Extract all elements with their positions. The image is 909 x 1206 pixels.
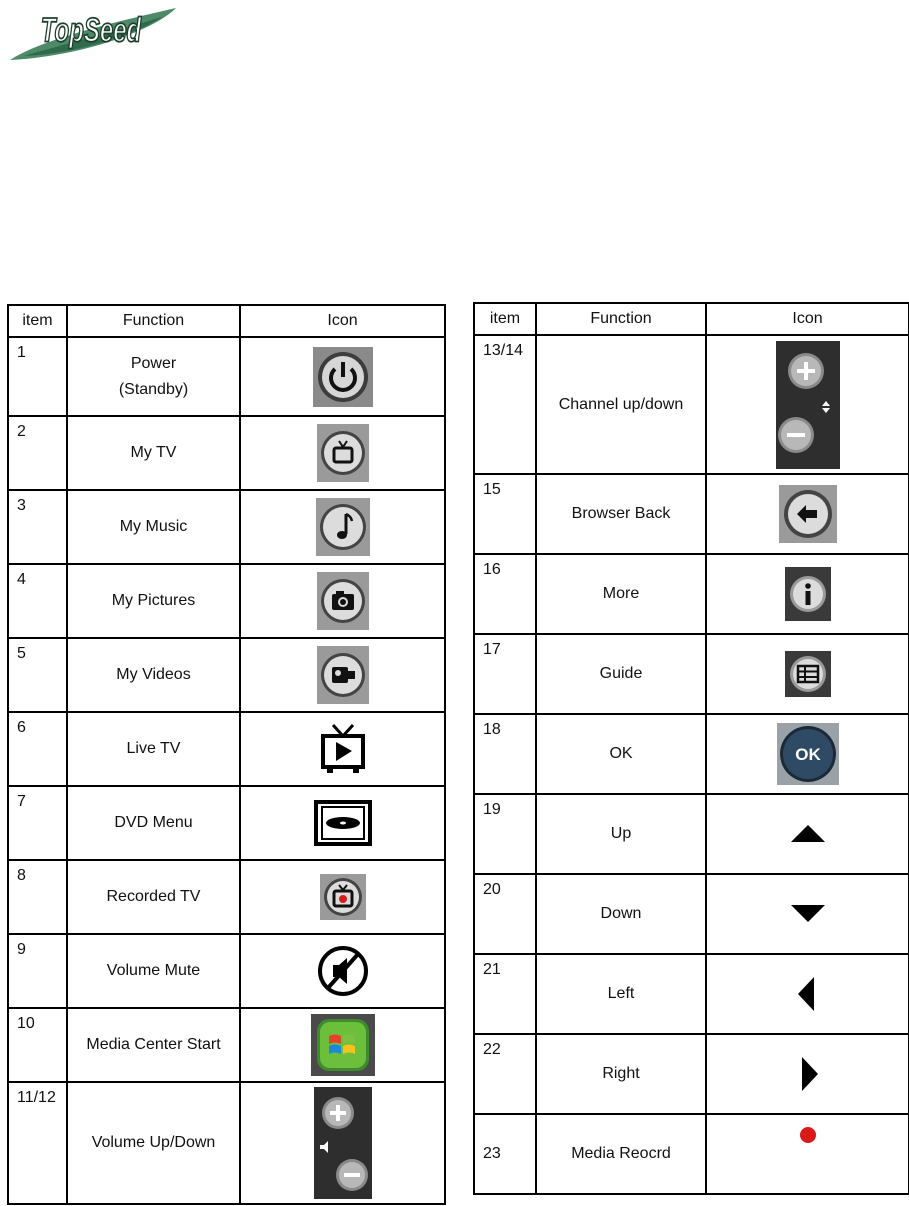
- icon-cell: [240, 416, 445, 490]
- item-number: 5: [8, 638, 67, 712]
- dvd-menu-icon: [314, 800, 372, 846]
- icon-cell: [706, 954, 909, 1034]
- item-number: 6: [8, 712, 67, 786]
- table-row: [8, 1008, 445, 1082]
- icon-cell: [240, 860, 445, 934]
- left-arrow-icon: [788, 974, 828, 1014]
- item-number: 3: [8, 490, 67, 564]
- table-row: [8, 564, 445, 638]
- record-icon: [798, 1125, 818, 1145]
- function-label: Channel up/down: [536, 335, 706, 474]
- up-arrow-icon: [788, 814, 828, 854]
- header-function: Function: [536, 303, 706, 335]
- live-tv-icon: [320, 723, 366, 775]
- table-row: [474, 794, 909, 874]
- icon-cell: [706, 474, 909, 554]
- my-videos-icon: [317, 646, 369, 704]
- more-info-icon: [785, 567, 831, 621]
- function-label-line: (Standby): [118, 380, 189, 398]
- table-row: [8, 490, 445, 564]
- table-row: [474, 1114, 909, 1194]
- item-number: 21: [474, 954, 536, 1034]
- table-row: [8, 712, 445, 786]
- recorded-tv-icon: [320, 874, 366, 920]
- item-number: 10: [8, 1008, 67, 1082]
- table-row: [474, 874, 909, 954]
- topseed-logo: [4, 0, 204, 70]
- right-arrow-icon: [788, 1054, 828, 1094]
- function-label: Guide: [536, 634, 706, 714]
- button-table-right: [473, 302, 909, 1195]
- logo-text: TopSeed: [40, 11, 142, 50]
- function-label: Media Center Start: [67, 1008, 240, 1082]
- icon-cell: [240, 1008, 445, 1082]
- icon-cell: [240, 337, 445, 416]
- function-label: Browser Back: [536, 474, 706, 554]
- function-label: DVD Menu: [67, 786, 240, 860]
- function-label: More: [536, 554, 706, 634]
- item-number: 22: [474, 1034, 536, 1114]
- guide-icon: [785, 651, 831, 697]
- icon-cell: [706, 874, 909, 954]
- icon-cell: [240, 934, 445, 1008]
- function-label: Volume Mute: [67, 934, 240, 1008]
- header-function: Function: [67, 305, 240, 337]
- function-label-line: Power: [130, 354, 177, 372]
- function-label: Up: [536, 794, 706, 874]
- header-icon: Icon: [706, 303, 909, 335]
- button-table-left: [7, 304, 446, 1205]
- table-header-row: [474, 303, 909, 335]
- table-row: [8, 337, 445, 416]
- icon-cell: [240, 638, 445, 712]
- my-music-icon: [316, 498, 370, 556]
- function-label: [67, 337, 240, 416]
- table-row: [8, 1082, 445, 1204]
- icon-cell: [706, 714, 909, 794]
- item-number: 15: [474, 474, 536, 554]
- icon-cell: [706, 1034, 909, 1114]
- browser-back-icon: [779, 485, 837, 543]
- item-number: 4: [8, 564, 67, 638]
- function-label: My Pictures: [67, 564, 240, 638]
- function-label: OK: [536, 714, 706, 794]
- header-item: item: [474, 303, 536, 335]
- table-row: [474, 554, 909, 634]
- icon-cell: [240, 712, 445, 786]
- function-label: Media Reocrd: [536, 1114, 706, 1194]
- item-number: 19: [474, 794, 536, 874]
- icon-cell: [706, 794, 909, 874]
- item-number: 2: [8, 416, 67, 490]
- item-number: 8: [8, 860, 67, 934]
- icon-cell: [706, 335, 909, 474]
- item-number: 23: [474, 1114, 536, 1194]
- item-number: 16: [474, 554, 536, 634]
- icon-cell: [706, 634, 909, 714]
- header-icon: Icon: [240, 305, 445, 337]
- ok-icon-text: OK: [794, 745, 821, 764]
- item-number: 7: [8, 786, 67, 860]
- icon-cell: [240, 490, 445, 564]
- item-number: 18: [474, 714, 536, 794]
- volume-mute-icon: [316, 944, 370, 998]
- icon-cell: [706, 1114, 909, 1194]
- item-number: 13/14: [474, 335, 536, 474]
- item-number: 17: [474, 634, 536, 714]
- function-label: Down: [536, 874, 706, 954]
- function-label: My Videos: [67, 638, 240, 712]
- table-row: [8, 786, 445, 860]
- function-label: Left: [536, 954, 706, 1034]
- table-row: [474, 474, 909, 554]
- table-row: [474, 1034, 909, 1114]
- topseed-logo-graphic: [4, 0, 204, 70]
- function-label: Recorded TV: [67, 860, 240, 934]
- table-row: [8, 416, 445, 490]
- down-arrow-icon: [788, 894, 828, 934]
- my-tv-icon: [317, 424, 369, 482]
- media-center-start-icon: [311, 1014, 375, 1076]
- power-icon: [313, 347, 373, 407]
- function-label: Live TV: [67, 712, 240, 786]
- item-number: 9: [8, 934, 67, 1008]
- table-row: [8, 638, 445, 712]
- function-label: Right: [536, 1034, 706, 1114]
- header-item: item: [8, 305, 67, 337]
- table-row: [8, 934, 445, 1008]
- icon-cell: [240, 1082, 445, 1204]
- function-label: My TV: [67, 416, 240, 490]
- icon-cell: [240, 786, 445, 860]
- table-header-row: [8, 305, 445, 337]
- table-row: [8, 860, 445, 934]
- icon-cell: [706, 554, 909, 634]
- function-label: My Music: [67, 490, 240, 564]
- item-number: 11/12: [8, 1082, 67, 1204]
- icon-cell: [240, 564, 445, 638]
- table-row: [474, 335, 909, 474]
- table-row: [474, 714, 909, 794]
- my-pictures-icon: [317, 572, 369, 630]
- channel-up-down-icon: [776, 341, 840, 469]
- function-label: Volume Up/Down: [67, 1082, 240, 1204]
- item-number: 1: [8, 337, 67, 416]
- item-number: 20: [474, 874, 536, 954]
- table-row: [474, 634, 909, 714]
- ok-icon: [777, 723, 839, 785]
- volume-up-down-icon: [314, 1087, 372, 1199]
- table-row: [474, 954, 909, 1034]
